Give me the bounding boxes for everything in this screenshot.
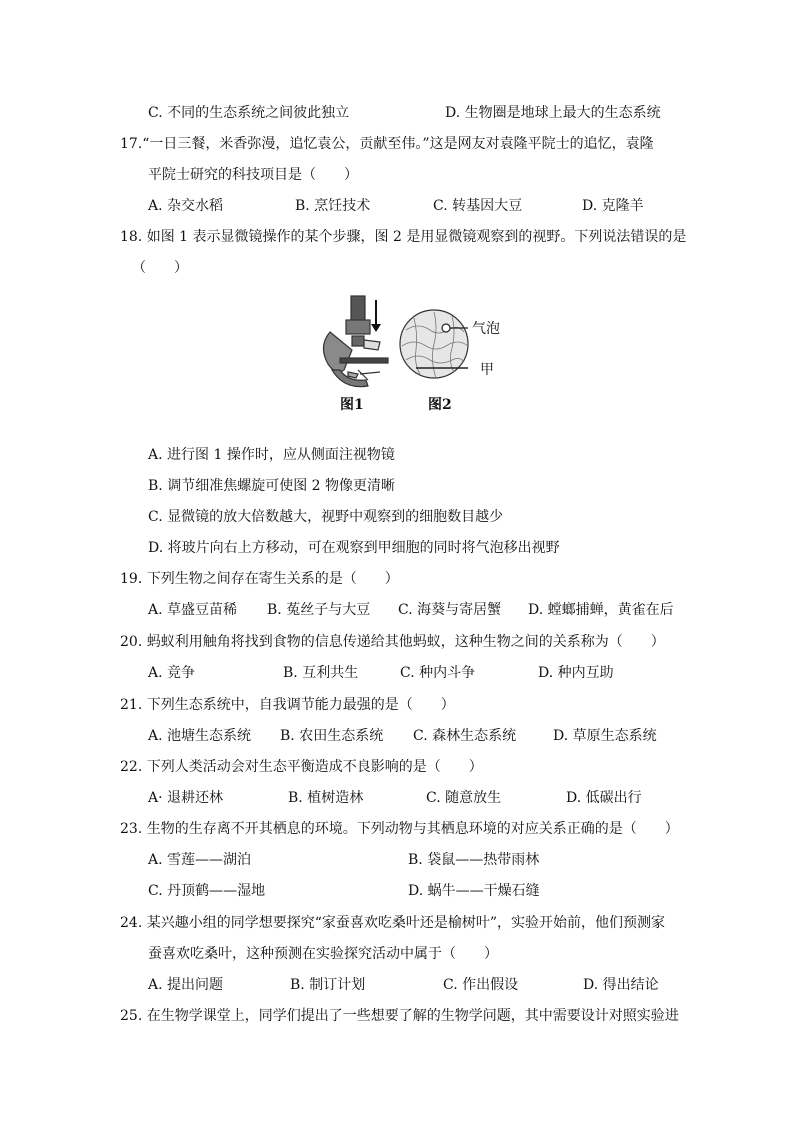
q18-option-d: D. 将玻片向右上方移动，可在观察到甲细胞的同时将气泡移出视野 bbox=[148, 540, 560, 556]
q24-stem-line1: 24. 某兴趣小组的同学想要探究“家蚕喜欢吃桑叶还是榆树叶”，实验开始前，他们预测家 bbox=[120, 915, 666, 931]
q20-option-b: B. 互利共生 bbox=[283, 665, 359, 681]
q17-stem-line1: 17.“一日三餐，米香弥漫，追忆袁公，贡献至伟。”这是网友对袁隆平院士的追忆，袁隆 bbox=[120, 136, 654, 152]
q22-option-b: B. 植树造林 bbox=[288, 790, 364, 806]
q19-stem: 19. 下列生物之间存在寄生关系的是（ ） bbox=[120, 571, 399, 587]
q18-figure bbox=[318, 290, 518, 420]
q24-option-c: C. 作出假设 bbox=[443, 977, 519, 993]
q18-option-a: A. 进行图 1 操作时，应从侧面注视物镜 bbox=[148, 447, 395, 463]
q18-option-b: B. 调节细准焦螺旋可使图 2 物像更清晰 bbox=[148, 478, 395, 494]
q21-option-c: C. 森林生态系统 bbox=[413, 728, 517, 744]
q24-stem-line2: 蚕喜欢吃桑叶，这种预测在实验探究活动中属于（ ） bbox=[148, 946, 498, 962]
q18-stem-line1: 18. 如图 1 表示显微镜操作的某个步骤，图 2 是用显微镜观察到的视野。下列说法错误的是 bbox=[120, 229, 687, 245]
q24-option-b: B. 制订计划 bbox=[290, 977, 366, 993]
q22-stem: 22. 下列人类活动会对生态平衡造成不良影响的是（ ） bbox=[120, 759, 483, 775]
q21-option-b: B. 农田生态系统 bbox=[280, 728, 384, 744]
q21-option-a: A. 池塘生态系统 bbox=[148, 728, 252, 744]
q20-option-d: D. 种内互助 bbox=[538, 665, 614, 681]
field-of-view-icon bbox=[400, 310, 468, 378]
q20-stem: 20. 蚂蚁利用触角将找到食物的信息传递给其他蚂蚁，这种生物之间的关系称为（ ） bbox=[120, 634, 665, 650]
figure2-caption: 图2 bbox=[428, 397, 452, 413]
q18-option-c: C. 显微镜的放大倍数越大，视野中观察到的细胞数目越少 bbox=[148, 509, 504, 525]
q22-option-d: D. 低碳出行 bbox=[566, 790, 642, 806]
q19-option-d: D. 螳螂捕蝉，黄雀在后 bbox=[528, 602, 674, 618]
microscope-icon bbox=[323, 296, 388, 387]
bubble-label: 气泡 bbox=[472, 321, 500, 337]
q17-stem-line2: 平院士研究的科技项目是（ ） bbox=[148, 167, 358, 183]
q17-option-b: B. 烹饪技术 bbox=[295, 198, 371, 214]
q16-option-c: C. 不同的生态系统之间彼此独立 bbox=[148, 105, 350, 121]
q22-option-a: A· 退耕还林 bbox=[148, 790, 224, 806]
q22-option-c: C. 随意放生 bbox=[426, 790, 502, 806]
q21-option-d: D. 草原生态系统 bbox=[553, 728, 657, 744]
figure1-caption: 图1 bbox=[340, 397, 364, 413]
q19-option-b: B. 菟丝子与大豆 bbox=[267, 602, 371, 618]
q17-option-d: D. 克隆羊 bbox=[582, 198, 644, 214]
q19-option-a: A. 草盛豆苗稀 bbox=[148, 602, 238, 618]
jia-label: 甲 bbox=[480, 362, 494, 378]
q21-stem: 21. 下列生态系统中，自我调节能力最强的是（ ） bbox=[120, 697, 455, 713]
q23-option-d: D. 蜗牛——干燥石缝 bbox=[408, 883, 540, 899]
q23-option-c: C. 丹顶鹤——湿地 bbox=[148, 883, 266, 899]
q24-option-a: A. 提出问题 bbox=[148, 977, 224, 993]
q16-option-d: D. 生物圈是地球上最大的生态系统 bbox=[445, 105, 661, 121]
q20-option-c: C. 种内斗争 bbox=[400, 665, 476, 681]
q24-option-d: D. 得出结论 bbox=[583, 977, 659, 993]
q23-option-a: A. 雪莲——湖泊 bbox=[148, 852, 252, 868]
q19-option-c: C. 海葵与寄居蟹 bbox=[398, 602, 502, 618]
q23-stem: 23. 生物的生存离不开其栖息的环境。下列动物与其栖息环境的对应关系正确的是（ ） bbox=[120, 821, 679, 837]
q17-option-c: C. 转基因大豆 bbox=[433, 198, 523, 214]
q20-option-a: A. 竞争 bbox=[148, 665, 196, 681]
q17-option-a: A. 杂交水稻 bbox=[148, 198, 224, 214]
q25-stem-line1: 25. 在生物学课堂上，同学们提出了一些想要了解的生物学问题，其中需要设计对照实验进 bbox=[120, 1008, 679, 1024]
q23-option-b: B. 袋鼠——热带雨林 bbox=[408, 852, 540, 868]
q18-stem-line2: （ ） bbox=[132, 260, 188, 276]
